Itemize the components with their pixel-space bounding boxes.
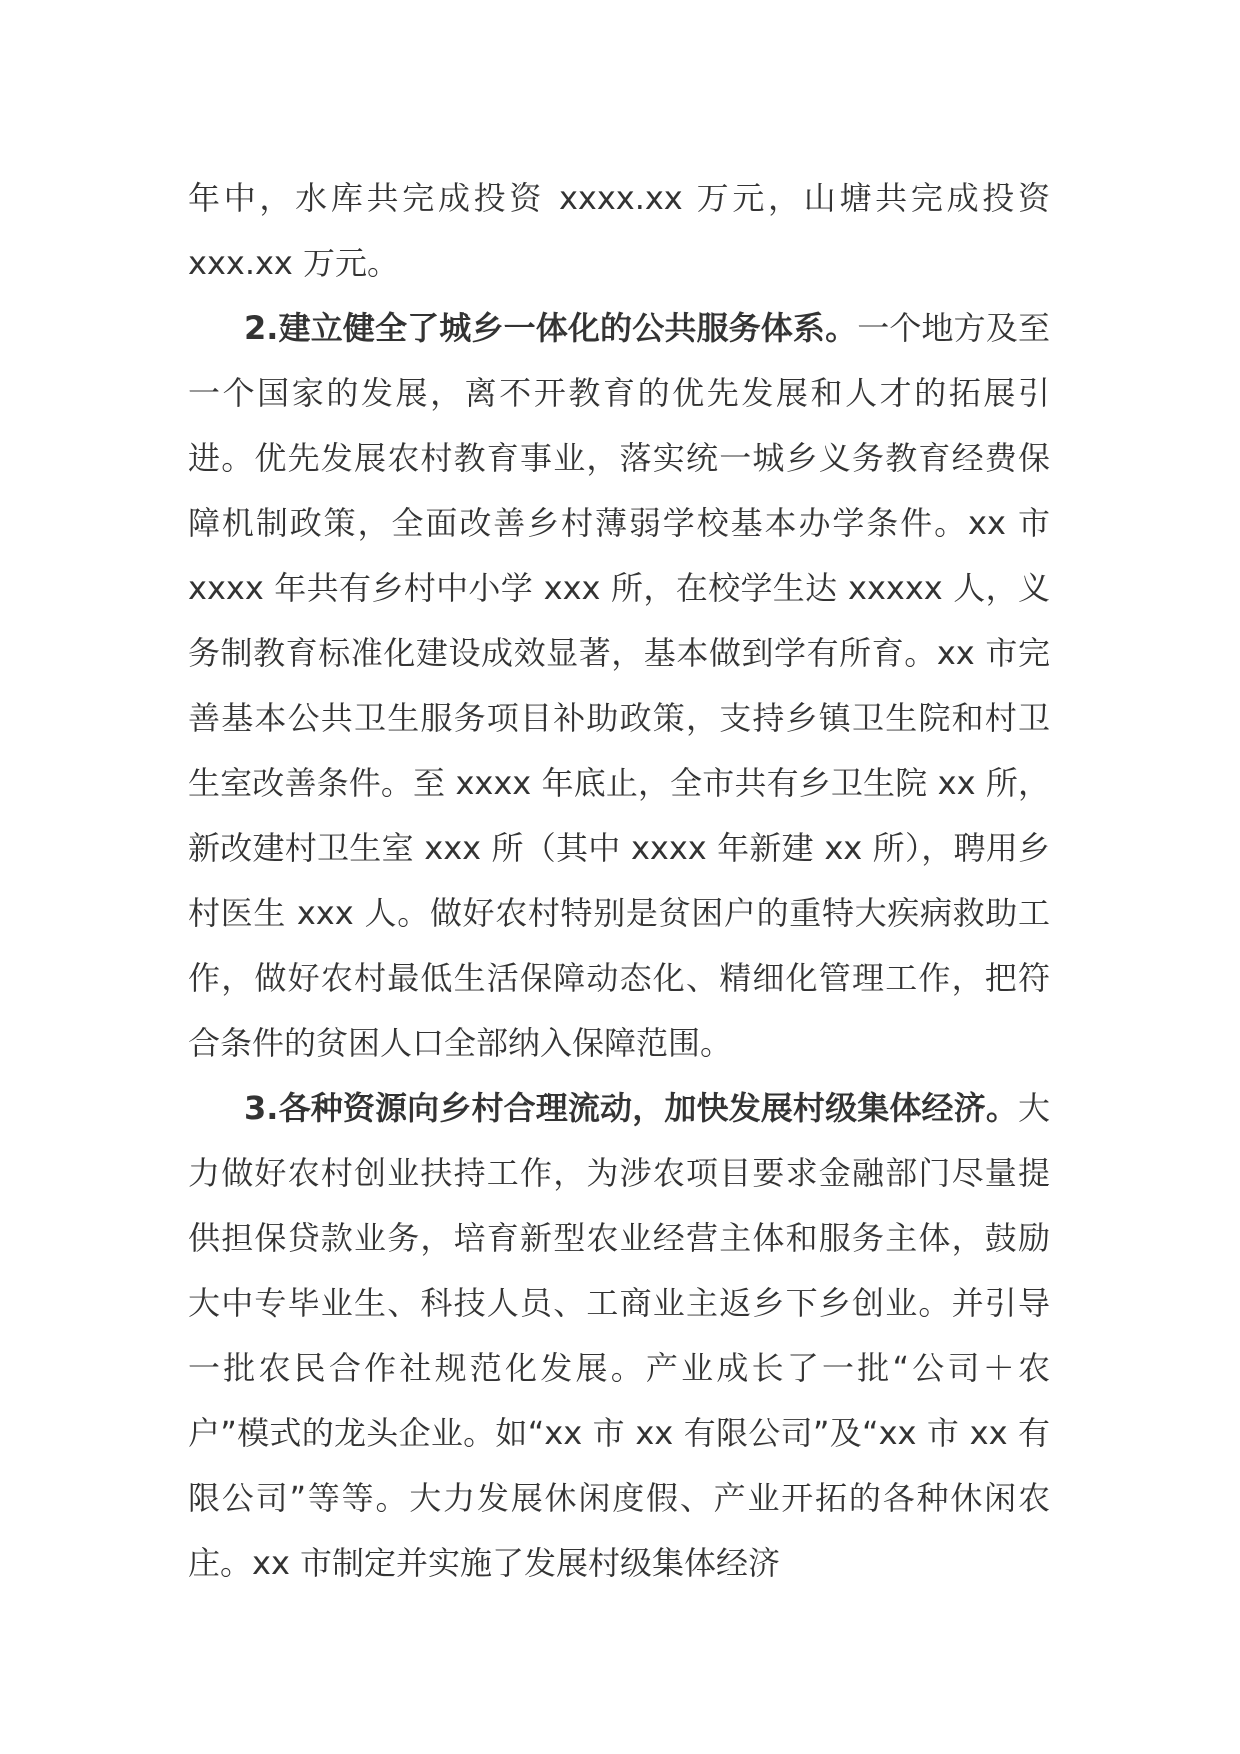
section-3-heading: 3.各种资源向乡村合理流动，加快发展村级集体经济。 xyxy=(244,1089,1018,1127)
paragraph-text: 年中，水库共完成投资 xxxx.xx 万元，山塘共完成投资 xxx.xx 万元。 xyxy=(188,179,1050,282)
section-3-paragraph xyxy=(188,1076,1050,1596)
paragraph-continuation xyxy=(188,166,1050,296)
section-2-body: 一个地方及至一个国家的发展，离不开教育的优先发展和人才的拓展引进。优先发展农村教育事业，落实统一城乡义务教育经费保障机制政策，全面改善乡村薄弱学校基本办学条件。xx 市 xxxx 年共有乡村中小学 xxx 所，在校学生达 xxxxx 人，义务制教育标准化建设成效显著，基本做到学有所育。xx 市完善基本公共卫生服务项目补助政策，支持乡镇卫生院和村卫生室改善条件。至 xxxx 年底止，全市共有乡卫生院 xx 所，新改建村卫生室 xxx 所（其中 xxxx 年新建 xx 所），聘用乡村医生 xxx 人。做好农村特别是贫困户的重特大疾病救助工作，做好农村最低生活保障动态化、精细化管理工作，把符合条件的贫困人口全部纳入保障范围。 xyxy=(188,309,1050,1062)
section-2-paragraph xyxy=(188,296,1050,1076)
section-3-body: 大力做好农村创业扶持工作，为涉农项目要求金融部门尽量提供担保贷款业务，培育新型农业经营主体和服务主体，鼓励大中专毕业生、科技人员、工商业主返乡下乡创业。并引导一批农民合作社规范化发展。产业成长了一批“公司＋农户”模式的龙头企业。如“xx 市 xx 有限公司”及“xx 市 xx 有限公司”等等。大力发展休闲度假、产业开拓的各种休闲农庄。xx 市制定并实施了发展村级集体经济 xyxy=(188,1089,1050,1582)
section-2-heading: 2.建立健全了城乡一体化的公共服务体系。 xyxy=(244,309,858,347)
document-body xyxy=(188,166,1050,1596)
